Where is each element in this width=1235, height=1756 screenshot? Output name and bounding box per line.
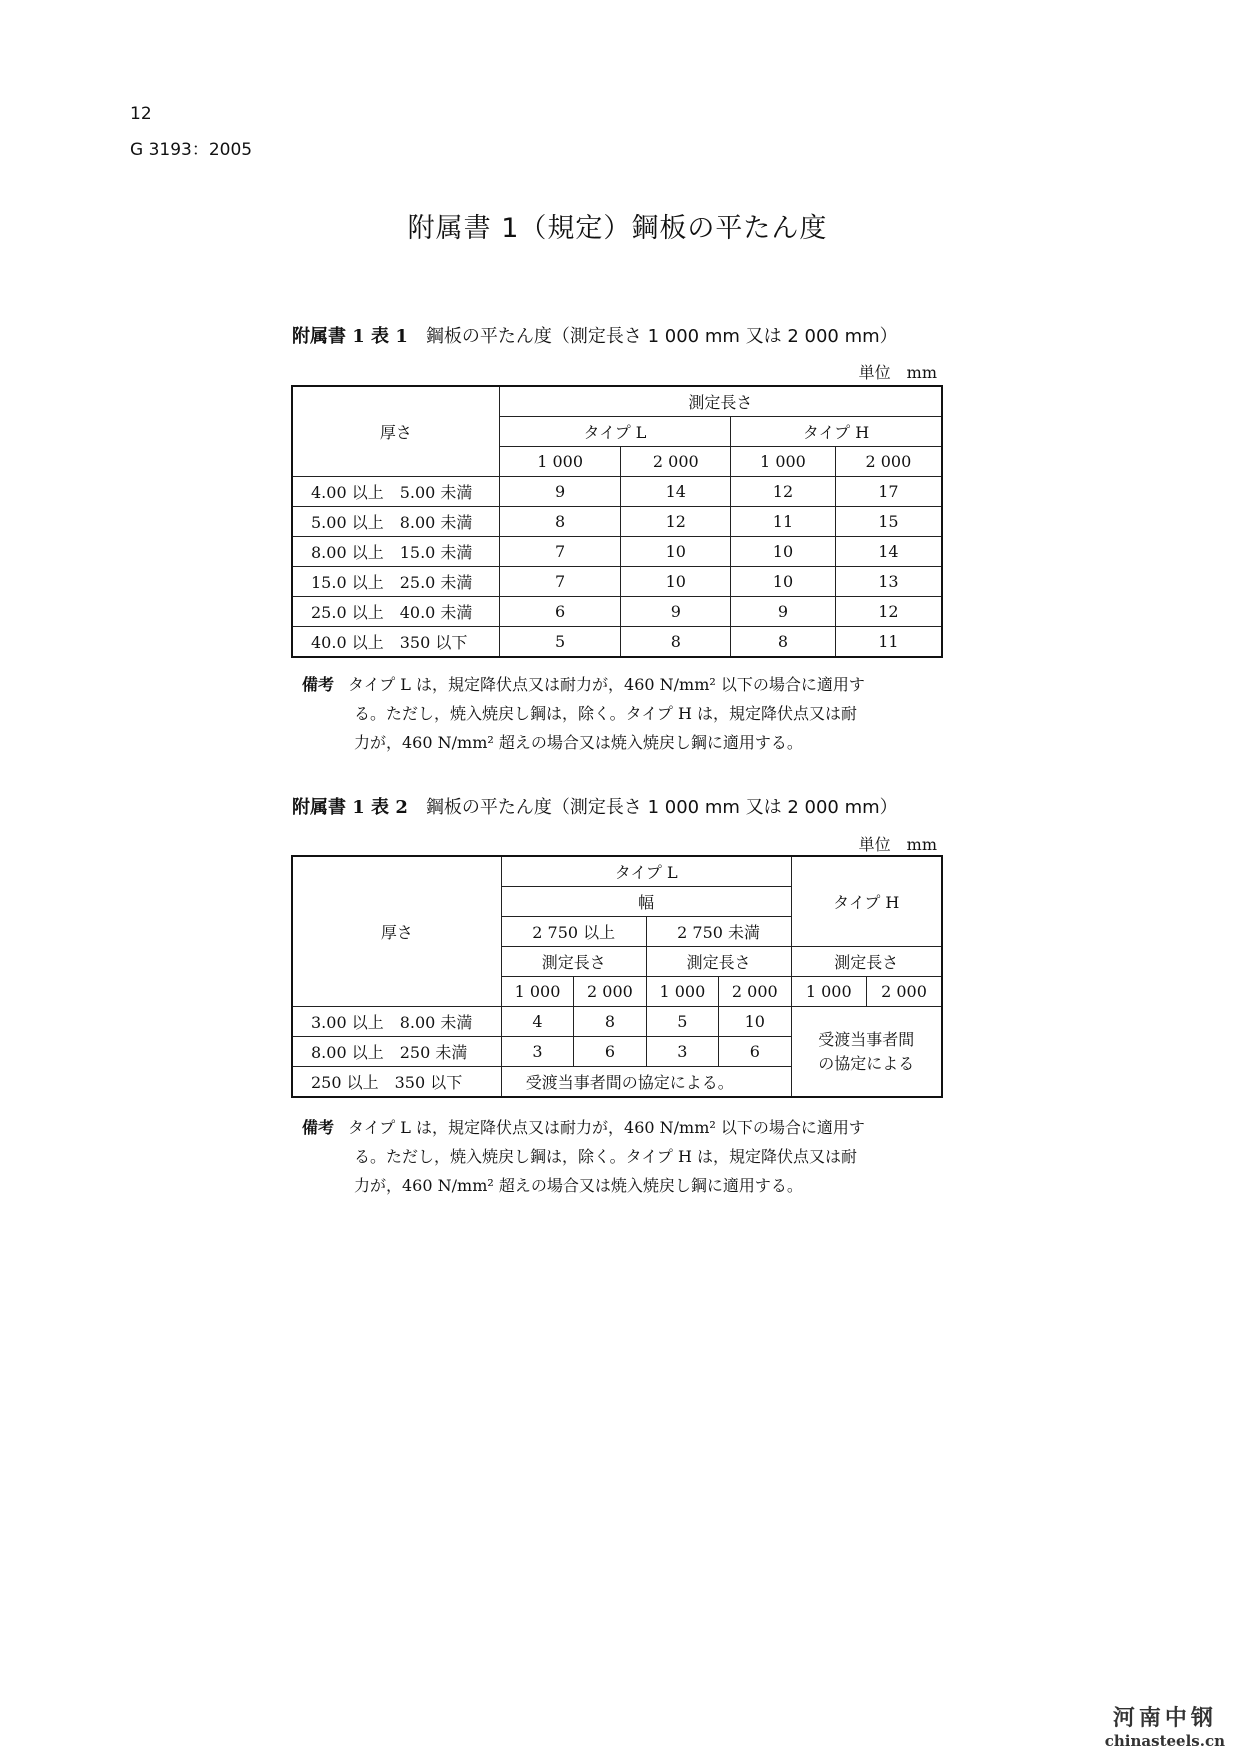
- table2-caption: [292, 793, 898, 819]
- note-line: 力が，460 N/mm² 超えの場合又は焼入焼戻し鋼に適用する。: [354, 1176, 803, 1195]
- table-row: [292, 627, 942, 658]
- row-range: 8.00 以上 15.0 未満: [292, 537, 499, 567]
- cell-value: 9: [731, 597, 836, 627]
- row-range: 25.0 以上 40.0 未満: [292, 597, 499, 627]
- table-row: [292, 477, 942, 507]
- table1-header-typeH: タイプ H: [731, 417, 942, 447]
- cell-value: 5: [499, 627, 621, 658]
- page-title: 附属書 1（規定）鋼板の平たん度: [407, 213, 828, 244]
- document-code: G 3193：2005: [130, 140, 253, 160]
- cell-value: 3: [501, 1037, 573, 1067]
- note-line: タイプ L は，規定降伏点又は耐力が，460 N/mm² 以下の場合に適用す: [348, 675, 865, 694]
- cell-value: 14: [621, 477, 731, 507]
- table1-header-length: 2 000: [835, 447, 942, 477]
- table2-header-length: 1 000: [646, 977, 718, 1007]
- table1-header-length: 1 000: [499, 447, 621, 477]
- cell-value: 9: [621, 597, 731, 627]
- cell-value: 10: [731, 537, 836, 567]
- watermark-cn: 河南中钢: [1112, 1706, 1217, 1731]
- note-label: 備考: [302, 675, 335, 694]
- table2-header-measure: 測定長さ: [791, 947, 942, 977]
- table2-header-length: 2 000: [574, 977, 646, 1007]
- row-range: 250 以上 350 以下: [292, 1067, 501, 1098]
- row-range: 8.00 以上 250 未満: [292, 1037, 501, 1067]
- table1-caption: [292, 322, 898, 348]
- table1-header-length: 2 000: [621, 447, 731, 477]
- cell-value: 11: [731, 507, 836, 537]
- table-row: [292, 597, 942, 627]
- note-line: る。ただし，焼入焼戻し鋼は，除く。タイプ H は，規定降伏点又は耐: [354, 1147, 858, 1166]
- cell-value: 15: [835, 507, 942, 537]
- table1-label: 附属書 1 表 1: [292, 326, 408, 347]
- cell-value: 10: [719, 1007, 791, 1037]
- table2-header-length: 2 000: [866, 977, 942, 1007]
- table1-note: [302, 670, 942, 757]
- agreement-line: 受渡当事者間: [818, 1029, 915, 1049]
- agreement-line: の協定による: [818, 1053, 915, 1073]
- note-line: る。ただし，焼入焼戻し鋼は，除く。タイプ H は，規定降伏点又は耐: [354, 704, 858, 723]
- table-row: [292, 507, 942, 537]
- table2-header-length: 1 000: [501, 977, 573, 1007]
- table2: [291, 855, 943, 1098]
- row-range: 4.00 以上 5.00 未満: [292, 477, 499, 507]
- table1-header-thickness: 厚さ: [292, 386, 499, 477]
- table1-unit: 単位 mm: [858, 363, 937, 382]
- table1-header-length: 1 000: [731, 447, 836, 477]
- table2-header-width: 幅: [501, 887, 791, 917]
- row-range: 15.0 以上 25.0 未満: [292, 567, 499, 597]
- table-row: [292, 537, 942, 567]
- cell-value: 12: [731, 477, 836, 507]
- table2-header-width2: 2 750 未満: [646, 917, 791, 947]
- table2-header-typeH: タイプ H: [791, 856, 942, 947]
- row-range: 3.00 以上 8.00 未満: [292, 1007, 501, 1037]
- cell-value: 11: [835, 627, 942, 658]
- table2-header-measure: 測定長さ: [501, 947, 646, 977]
- cell-value: 10: [731, 567, 836, 597]
- table1-header-typeL: タイプ L: [499, 417, 730, 447]
- cell-value: 9: [499, 477, 621, 507]
- watermark-logo: [1105, 1701, 1225, 1750]
- cell-value: 17: [835, 477, 942, 507]
- table2-header-width1: 2 750 以上: [501, 917, 646, 947]
- cell-value: 8: [574, 1007, 646, 1037]
- cell-value: 6: [574, 1037, 646, 1067]
- cell-value: 8: [731, 627, 836, 658]
- table-row: [292, 567, 942, 597]
- cell-value: 4: [501, 1007, 573, 1037]
- page-number: 12: [130, 104, 152, 124]
- cell-value: 12: [835, 597, 942, 627]
- note-label: 備考: [302, 1118, 335, 1137]
- table1: [291, 385, 943, 658]
- table2-header-length: 1 000: [791, 977, 866, 1007]
- note-line: タイプ L は，規定降伏点又は耐力が，460 N/mm² 以下の場合に適用す: [348, 1118, 865, 1137]
- table1-header-measure: 測定長さ: [499, 386, 942, 417]
- cell-value: 8: [499, 507, 621, 537]
- cell-value: 7: [499, 537, 621, 567]
- table2-unit: 単位 mm: [858, 835, 937, 854]
- table2-caption-text: 鋼板の平たん度（測定長さ 1 000 mm 又は 2 000 mm）: [425, 797, 898, 818]
- cell-value: 10: [621, 537, 731, 567]
- row-range: 5.00 以上 8.00 未満: [292, 507, 499, 537]
- row-range: 40.0 以上 350 以下: [292, 627, 499, 658]
- table2-typeH-agreement: [791, 1007, 942, 1098]
- watermark-en: chinasteels.cn: [1104, 1732, 1225, 1750]
- cell-value: 8: [621, 627, 731, 658]
- table1-caption-text: 鋼板の平たん度（測定長さ 1 000 mm 又は 2 000 mm）: [425, 326, 898, 347]
- cell-value: 7: [499, 567, 621, 597]
- cell-value: 6: [719, 1037, 791, 1067]
- table2-label: 附属書 1 表 2: [292, 797, 408, 818]
- cell-value: 3: [646, 1037, 718, 1067]
- cell-value: 6: [499, 597, 621, 627]
- cell-value: 14: [835, 537, 942, 567]
- row3-agreement: 受渡当事者間の協定による。: [501, 1067, 791, 1098]
- table-row: [292, 1007, 942, 1037]
- table2-header-measure: 測定長さ: [646, 947, 791, 977]
- table2-header-thickness: 厚さ: [292, 856, 501, 1007]
- cell-value: 13: [835, 567, 942, 597]
- cell-value: 10: [621, 567, 731, 597]
- cell-value: 12: [621, 507, 731, 537]
- table2-header-typeL: タイプ L: [501, 856, 791, 887]
- note-line: 力が，460 N/mm² 超えの場合又は焼入焼戻し鋼に適用する。: [354, 733, 803, 752]
- table2-header-length: 2 000: [719, 977, 791, 1007]
- cell-value: 5: [646, 1007, 718, 1037]
- table2-note: [302, 1113, 942, 1200]
